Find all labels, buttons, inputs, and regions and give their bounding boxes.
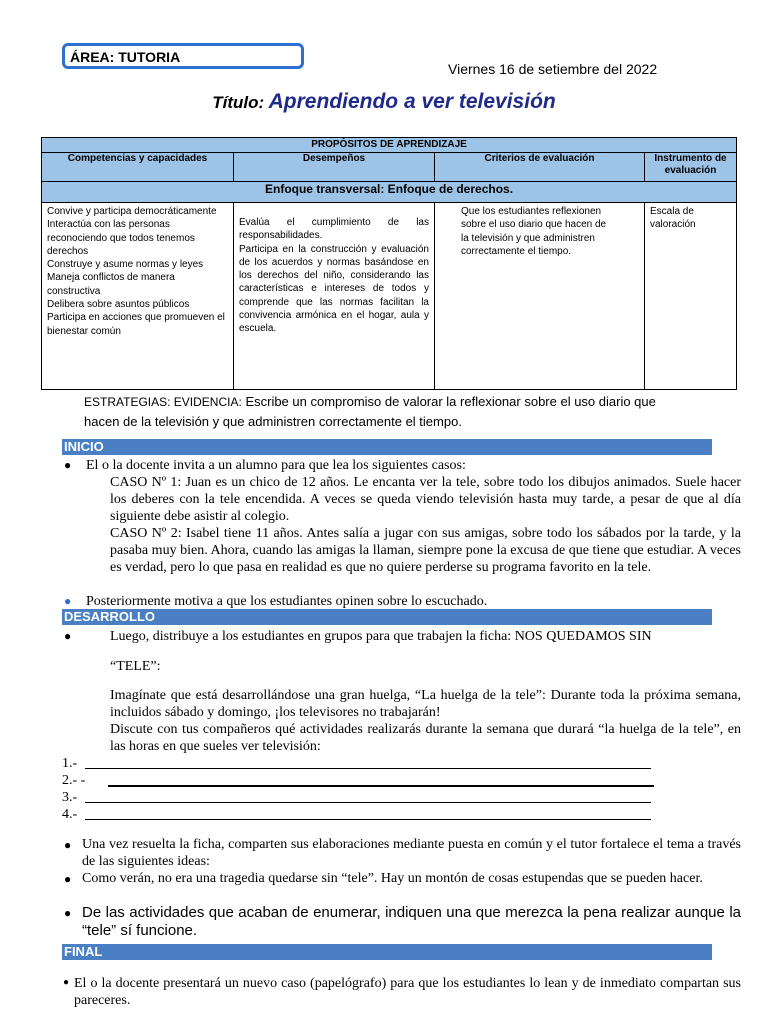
col-header-criterios: Criterios de evaluación bbox=[435, 153, 645, 182]
answer-line-3[interactable] bbox=[85, 802, 651, 803]
answer-line-label-4: 4.- bbox=[62, 807, 78, 822]
desarrollo-bullet-1: Luego, distribuye a los estudiantes en grupos para que trabajen la ficha: NOS QUEDAMOS SIN bbox=[110, 629, 652, 644]
desarrollo-para-1: Imagínate que está desarrollándose una gran huelga, “La huelga de la tele”: Durante toda la próxima semana, incluidos sábado y domingo, ¡los televisores no trabajarán! bbox=[110, 688, 741, 720]
date-text: Viernes 16 de setiembre del 2022 bbox=[448, 61, 658, 77]
title-label: Título: bbox=[212, 93, 265, 112]
desempeno-item: Participa en la construcción y evaluación de los acuerdos y normas basándose en los derechos del niño, considerando las características e intereses de todos y comprende que las normas facilitan la convivencia armónica en el hogar, aula y escuela. bbox=[239, 243, 429, 335]
answer-line-label-2: 2.- - bbox=[62, 773, 86, 788]
bullet-icon: ● bbox=[64, 594, 72, 608]
bullet-icon: ● bbox=[64, 872, 72, 886]
competencia-item: Interactúa con las personas reconociendo que todos tenemos derechos bbox=[47, 219, 195, 257]
answer-line-4[interactable] bbox=[85, 819, 651, 820]
caso-2: CASO Nº 2: Isabel tiene 11 años. Antes salía a jugar con sus amigas, sobre todo los sábados por la tarde, y la pasaba muy bien. Ahora, cuando las amigas la llaman, siempre pone la excusa de que tiene que estudiar. A veces es verdad, pero lo que pasa en realidad es que no quiere perderse su programa favorito en la tele. bbox=[110, 526, 741, 575]
enfoque-row: Enfoque transversal: Enfoque de derechos. bbox=[42, 182, 737, 203]
desarrollo-after-1: Una vez resuelta la ficha, comparten sus elaboraciones mediante puesta en común y el tutor fortalece el tema a través de las siguientes ideas: bbox=[82, 837, 741, 869]
answer-line-1[interactable] bbox=[85, 768, 651, 769]
competencia-item: Convive y participa democráticamente bbox=[47, 206, 217, 217]
desempeno-item: Evalúa el cumplimiento de las responsabilidades. bbox=[239, 217, 429, 242]
answer-line-2[interactable] bbox=[108, 785, 654, 787]
section-heading-desarrollo: DESARROLLO bbox=[62, 609, 712, 625]
col-header-instrumento: Instrumento de evaluación bbox=[645, 153, 737, 182]
bullet-icon: ● bbox=[64, 906, 72, 920]
section-heading-inicio: INICIO bbox=[62, 439, 712, 455]
section-heading-final: FINAL bbox=[62, 944, 712, 960]
strategies-text-2: hacen de la televisión y que administren correctamente el tiempo. bbox=[84, 414, 462, 429]
area-label: ÁREA: TUTORIA bbox=[70, 49, 181, 65]
competencia-item: Construye y asume normas y leyes bbox=[47, 259, 204, 271]
desarrollo-after-3: De las actividades que acaban de enumerar, indiquen una que merezca la pena realizar aunque la “tele” sí funcione. bbox=[82, 904, 741, 939]
criterio-text: Que los estudiantes reflexionen sobre el uso diario que hacen de la televisión y que administren correctamente el tiempo. bbox=[461, 206, 607, 257]
caso-1: CASO Nº 1: Juan es un chico de 12 años. Le encanta ver la tele, sobre todo los dibujos animados. Suele hacer los deberes con la tele encendida. A veces se queda viendo televisión hasta muy tarde, a pesar de que al día siguiente debe asistir al colegio. bbox=[110, 475, 741, 524]
instrumento-cell bbox=[645, 203, 737, 390]
col-header-desempenos: Desempeños bbox=[234, 153, 435, 182]
table-top-header: PROPÓSITOS DE APRENDIZAJE bbox=[42, 138, 737, 153]
inicio-bullet-2: Posteriormente motiva a que los estudiantes opinen sobre lo escuchado. bbox=[86, 594, 488, 609]
final-text: El o la docente presentará un nuevo caso (papelógrafo) para que los estudiantes lo lean y de inmediato compartan sus pareceres. bbox=[74, 976, 741, 1008]
desarrollo-after-2: Como verán, no era una tragedia quedarse sin “tele”. Hay un montón de cosas estupendas que se pueden hacer. bbox=[82, 871, 703, 886]
area-box bbox=[62, 43, 304, 69]
bullet-icon: ● bbox=[64, 838, 72, 852]
competencia-item: Participa en acciones que promueven el bienestar común bbox=[47, 312, 225, 337]
strategies-block bbox=[84, 392, 684, 432]
bullet-icon: ● bbox=[64, 629, 72, 643]
desempenos-cell bbox=[234, 203, 435, 390]
desarrollo-para-2: Discute con tus compañeros qué actividades realizarás durante la semana que durará “la huelga de la tele”, en las horas en que sueles ver televisión: bbox=[110, 722, 741, 754]
inicio-bullet-1: El o la docente invita a un alumno para que lea los siguientes casos: bbox=[86, 458, 466, 473]
strategies-text-1: Escribe un compromiso de valorar la reflexionar sobre el uso diario que bbox=[245, 394, 656, 409]
bullet-icon: ● bbox=[63, 977, 70, 988]
title-value: Aprendiendo a ver televisión bbox=[268, 90, 556, 113]
competencias-cell bbox=[42, 203, 234, 390]
instrumento-text: Escala de valoración bbox=[650, 206, 696, 231]
learning-purposes-table bbox=[41, 137, 737, 390]
answer-line-label-1: 1.- bbox=[62, 756, 78, 771]
page-title bbox=[0, 90, 768, 114]
criterios-cell bbox=[435, 203, 645, 390]
col-header-competencias: Competencias y capacidades bbox=[42, 153, 234, 182]
competencia-item: Maneja conflictos de manera constructiva bbox=[47, 272, 175, 297]
strategies-label: ESTRATEGIAS: EVIDENCIA: bbox=[84, 395, 242, 409]
answer-line-label-3: 3.- bbox=[62, 790, 78, 805]
competencia-item: Delibera sobre asuntos públicos bbox=[47, 299, 190, 311]
tele-label: “TELE”: bbox=[110, 659, 161, 674]
bullet-icon: ● bbox=[64, 458, 72, 472]
